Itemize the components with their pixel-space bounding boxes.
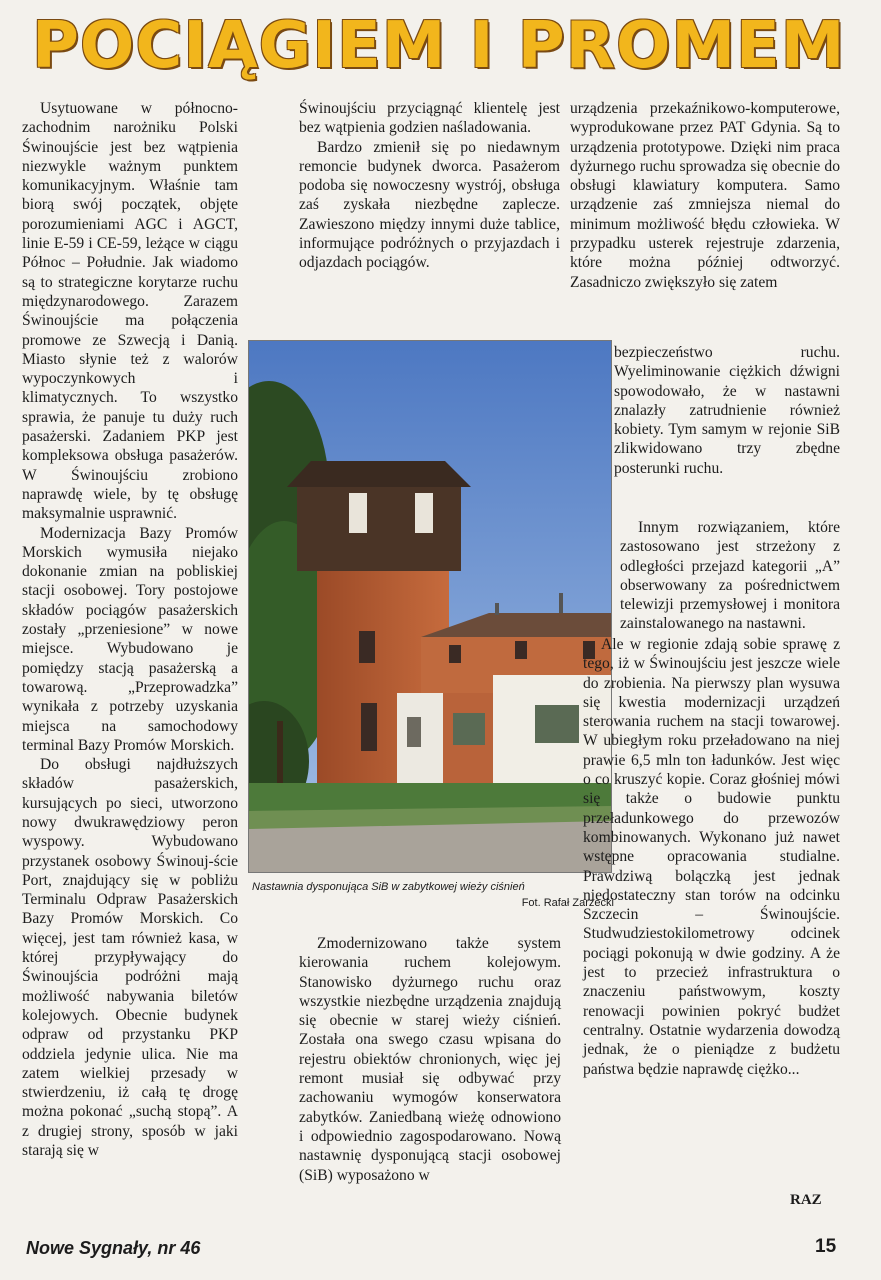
column-2-top: [299, 99, 560, 321]
magazine-footer: Nowe Sygnały, nr 46: [26, 1238, 201, 1258]
paragraph: bezpieczeństwo ruchu. Wyeliminowanie ciężkich dźwigni spowodowało, że w nastawni znalazły zatrudnienie również kobiety. Tym samym w rejonie SiB zlikwidowano trzy zbędne posterunki ruchu.: [614, 344, 840, 477]
paragraph: Zmodernizowano także system kierowania ruchem kolejowym. Stanowisko dyżurnego ruchu oraz wszystkie niezbędne urządzenia znajdują się obecnie w starej wieży ciśnień. Została ona swego czasu wpisana do rejestru obiektów chronionych, więc jej remont musiał się odbywać przy zachowaniu wymogów konserwatora zabytków. Zaniedbaną wieżę odnowiono i odpowiednio zagospodarowano. Nową nastawnię dysponującą stacji osobowej (SiB) wyposażono w: [299, 935, 561, 1184]
column-3-bottom: [583, 635, 840, 1212]
column-1: [22, 99, 238, 1216]
ground: [249, 783, 611, 872]
paragraph: Ale w regionie zdają sobie sprawę z tego, iż w Świnoujściu jest jeszcze wiele do zrobienia. Na pierwszy plan wysuwa się kwestia modernizacji urządzeń sterowania ruchem na stacji towarowej. W ubiegłym roku przeładowano na niej prawie 6,5 mln ton ładunków. Jest więc o co kruszyć kopie. Coraz głośniej mówi się także o budowie punktu przeładunkowego do przewozów kombinowanych. Wykonano już nawet wstępne opracowania studialne. Prawdziwą bolączką jest jednak niedostateczny stan torów na odcinku Szczecin – Świnoujście. Studwudziestokilometrowy odcinek pociągi pokonują w dwie godziny. A że jest to przecież infrastruktura o znaczeniu państwowym, koszty renowacji powinien pokryć budżet centralny. Ostatnie wydarzenia dowodzą jednak, że o pieniądze z budżetu państwa będzie naprawdę ciężko...: [583, 636, 840, 1078]
column-3-beside-photo: [614, 343, 840, 505]
column-3-middle: [620, 518, 840, 633]
column-2-bottom: [299, 934, 561, 1219]
photo-caption: Nastawnia dysponująca SiB w zabytkowej wieży ciśnień: [252, 881, 525, 893]
article-title: POCIĄGIEM I PROMEM: [32, 9, 846, 83]
author-signature: RAZ: [790, 1192, 822, 1208]
paragraph: Modernizacja Bazy Promów Morskich wymusiła niejako dokonanie zmian na pobliskiej stacji osobowej. Tory postojowe składów pociągów pasażerskich zostały „przeniesione” w nowe miejsce. Wybudowano je pomiędzy stacją pasażerską a towarową. „Przeprowadzka” wynikała z potrzeby uzyskania miejsca na samochodowy terminal Bazy Promów Morskich.: [22, 524, 238, 754]
water-tower-photo: [248, 340, 612, 873]
page-number: 15: [815, 1236, 837, 1257]
column-3-top: [570, 99, 840, 339]
photo-illustration: [249, 341, 611, 872]
paragraph: Usytuowane w północno-zachodnim narożniku Polski Świnoujście jest bez wątpienia niezwykle ważnym punktem komunikacyjnym. Właśnie tam biorą swój początek, objęte porozumieniami AGC i AGCT, linie E-59 i CE-59, leżące w ciągu Północ – Południe. Jak wiadomo są to strategiczne korytarze ruchu międzynarodowego. Zarazem Świnoujście ma połączenia promowe ze Szwecją i Danią. Miasto słynie też z walorów wypoczynkowych i klimatycznych. To wszystko sprawia, że panuje tu duży ruch pasażerski. Zadaniem PKP jest kompleksowa obsługa pasażerów. W Świnoujściu zrobiono naprawdę wiele, by tę obsługę maksymalnie usprawnić.: [22, 100, 238, 523]
paragraph: urządzenia przekaźnikowo-komputerowe, wyprodukowane przez PAT Gdynia. Są to urządzenia prototypowe. Dzięki nim praca dyżurnego ruchu sprowadza się obecnie do obsługi klawiatury komputera. Samo urządzenie zaś zmniejsza niemal do minimum możliwość błędu człowieka. W przypadku usterek rejestruje zdarzenia, które można później odtworzyć. Zasadniczo zwiększyło się zatem: [570, 100, 840, 291]
paragraph: Bardzo zmienił się po niedawnym remoncie budynek dworca. Pasażerom podoba się nowoczesny wystrój, obsługa zaś zyskała niezbędne zaplecze. Zawieszono między innymi duże tablice, informujące podróżnych o przyjazdach i odjazdach pociągów.: [299, 138, 560, 272]
photo-credit: Fot. Rafał Zarzecki: [521, 897, 614, 909]
paragraph: Świnoujściu przyciągnąć klientelę jest bez wątpienia godzien naśladowania.: [299, 100, 560, 137]
paragraph: Do obsługi najdłuższych składów pasażerskich, kursujących po sieci, utworzono nowy dwukrawędziowy peron wyspowy. Wybudowano przystanek osobowy Świnouj-ście Port, znajdujący się w pobliżu Terminalu Odpraw Pasażerskich Bazy Promów Morskich. Co więcej, jest tam również kasa, w której przypływający do Świnoujścia podróżni mają możliwość nabywania biletów kolejowych. Obecnie budynek odpraw od przystanku PKP oddziela jedynie ulica. Nie ma zatem wielkiej przesady w stwierdzeniu, iż całą tę drogę można pokonać „suchą stopą”. A z drugiej strony, sposób w jaki starają się w: [22, 756, 238, 1160]
paragraph: Innym rozwiązaniem, które zastosowano jest strzeżony z odległości przejazd kategorii „A” obserwowany za pośrednictwem telewizji przemysłowej i monitora zainstalowanego na nastawni.: [620, 519, 840, 633]
